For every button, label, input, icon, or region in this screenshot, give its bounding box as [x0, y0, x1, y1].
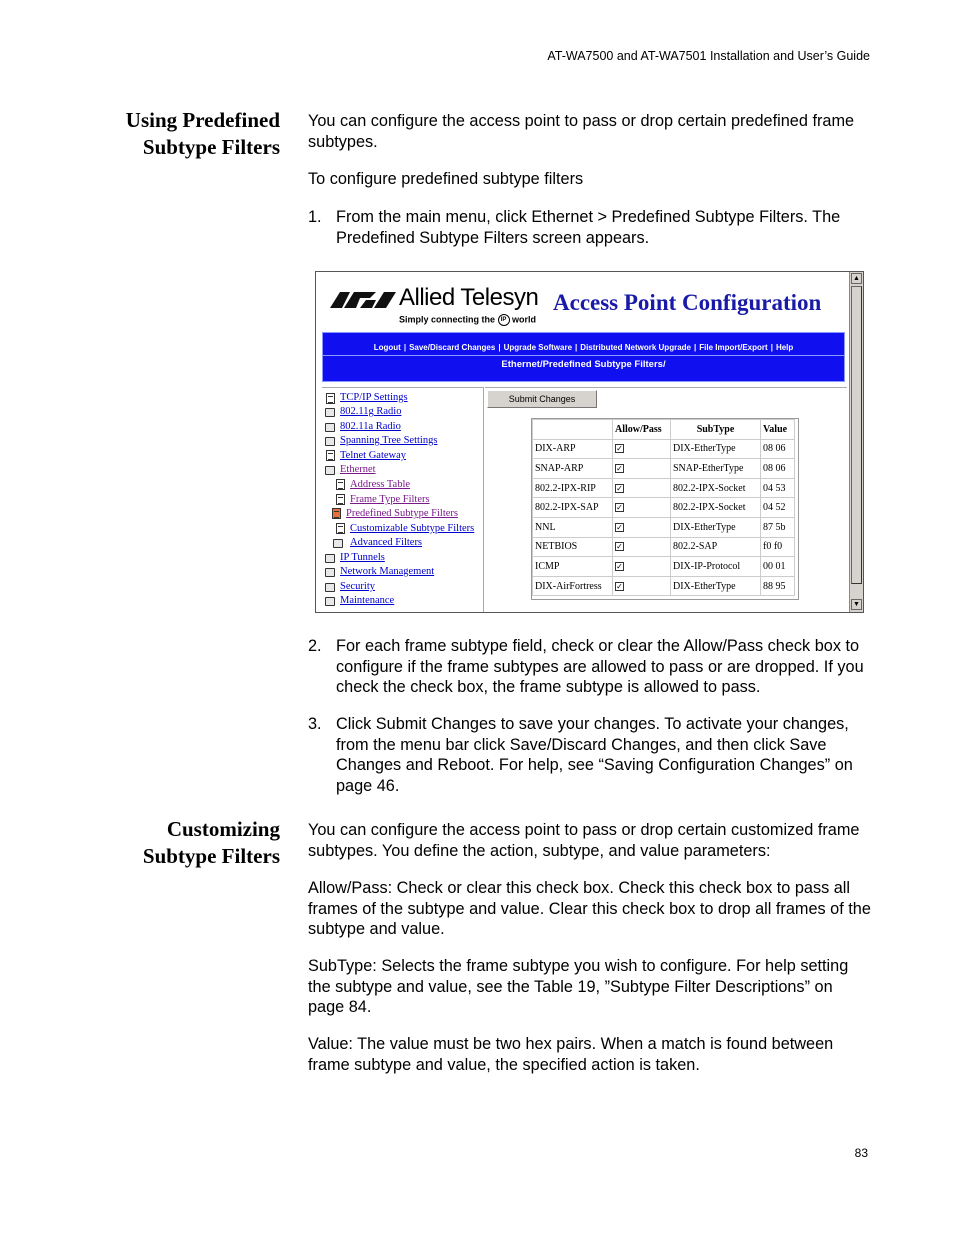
allow-pass-checkbox[interactable]: ✓ [616, 503, 623, 513]
nav-address-table[interactable]: Address Table [350, 479, 411, 490]
table-row: NNL ✓ DIX-EtherType 87 5b [533, 517, 795, 537]
scroll-thumb[interactable] [851, 286, 862, 584]
table-row: NETBIOS ✓ 802.2-SAP f0 f0 [533, 537, 795, 557]
nav-predefined-subtype-filters[interactable]: Predefined Subtype Filters [346, 508, 458, 519]
step-2: 2. For each frame subtype field, check or clear the Allow/Pass check box to configure if the frame subtypes are allowed to pass or are dropped. If you check the check box, the frame subtype is allowed to pass. [308, 637, 864, 696]
allow-pass-checkbox[interactable]: ✓ [616, 444, 623, 454]
menu-upgrade-software[interactable]: Upgrade Software [503, 343, 573, 352]
menu-help[interactable]: Help [775, 343, 794, 352]
nav-ip-tunnels[interactable]: IP Tunnels [340, 552, 385, 563]
folder-icon [325, 583, 335, 592]
table-row: SNAP-ARP ✓ SNAP-EtherType 08 06 [533, 459, 795, 479]
folder-icon [325, 568, 335, 577]
folder-icon [325, 437, 335, 446]
app-title: Access Point Configuration [553, 290, 822, 315]
table-row: 802.2-IPX-RIP ✓ 802.2-IPX-Socket 04 53 [533, 478, 795, 498]
menu-items: Logout | Save/Discard Changes | Upgrade Software | Distributed Network Upgrade | File Import/Export | Help [323, 343, 844, 352]
nav-spanning-tree[interactable]: Spanning Tree Settings [340, 435, 438, 446]
menu-distributed-upgrade[interactable]: Distributed Network Upgrade [580, 343, 691, 352]
nav-80211g-radio[interactable]: 802.11g Radio [340, 406, 402, 417]
doc-icon [336, 494, 345, 505]
nav-maintenance[interactable]: Maintenance [340, 595, 395, 606]
nav-frame-type-filters[interactable]: Frame Type Filters [350, 494, 430, 505]
section-heading-predefined: Using Predefined Subtype Filters [125, 108, 280, 159]
page-number: 83 [854, 1146, 868, 1160]
allied-telesyn-logo-icon [330, 292, 396, 308]
breadcrumb: Ethernet/Predefined Subtype Filters/ [501, 359, 666, 370]
doc-icon [326, 393, 335, 404]
vertical-scrollbar[interactable] [849, 272, 863, 612]
tagline: Simply connecting the IP world [399, 314, 537, 325]
filters-table [532, 419, 795, 596]
header-allow-pass: Allow/Pass [613, 420, 671, 440]
nav-ethernet[interactable]: Ethernet [340, 464, 376, 475]
folder-icon [325, 408, 335, 417]
step-3: 3. Click Submit Changes to save your changes. To activate your changes, from the menu bar click Save/Discard Changes, and then click Save Changes and Reboot. For help, see “Saving Configuration Changes” on page 46. [308, 715, 853, 795]
menu-file-import-export[interactable]: File Import/Export [699, 343, 768, 352]
table-header-row [533, 420, 795, 440]
nav-tree [322, 387, 484, 613]
subtype-description: SubType: Selects the frame subtype you wish to configure. For help setting the subtype and value, see the Table 19, ”Subtype Filter Descriptions” on page 84. [308, 957, 849, 1016]
value-description: Value: The value must be two hex pairs. When a match is found between frame subtype and value, the specified action is taken. [308, 1035, 834, 1074]
brand-name: Allied Telesyn [399, 284, 539, 311]
allow-pass-checkbox[interactable]: ✓ [616, 542, 623, 552]
nav-telnet-gateway[interactable]: Telnet Gateway [340, 450, 407, 461]
content-pane [485, 387, 847, 613]
allow-pass-checkbox[interactable]: ✓ [616, 522, 623, 532]
menu-save-discard[interactable]: Save/Discard Changes [409, 343, 496, 352]
header-value: Value [761, 420, 795, 440]
nav-80211a-radio[interactable]: 802.11a Radio [340, 421, 401, 432]
brand-header [328, 282, 848, 332]
menu-logout[interactable]: Logout [373, 343, 401, 352]
scroll-up-icon[interactable]: ▲ [851, 273, 862, 284]
running-header: AT-WA7500 and AT-WA7501 Installation and User’s Guide [547, 49, 870, 63]
menu-divider [323, 355, 844, 356]
allow-pass-description: Allow/Pass: Check or clear this check box. Check this check box to pass all frames of the subtype and value. Clear this check box to drop all frames of the subtype and value. [308, 879, 871, 938]
scroll-down-icon[interactable]: ▼ [851, 599, 862, 610]
submit-changes-button[interactable]: Submit Changes [487, 390, 597, 408]
nav-security[interactable]: Security [340, 581, 375, 592]
nav-tcpip-settings[interactable]: TCP/IP Settings [340, 392, 408, 403]
table-row: DIX-ARP ✓ DIX-EtherType 08 06 [533, 439, 795, 459]
nav-advanced-filters[interactable]: Advanced Filters [350, 537, 423, 548]
section-heading-customizing: Customizing Subtype Filters [142, 817, 280, 868]
allow-pass-checkbox[interactable]: ✓ [616, 463, 623, 473]
folder-icon [325, 597, 335, 606]
ip-icon: IP [498, 314, 510, 326]
doc-icon [326, 450, 335, 461]
header-subtype: SubType [671, 420, 761, 440]
allow-pass-checkbox[interactable]: ✓ [616, 483, 623, 493]
allow-pass-checkbox[interactable]: ✓ [616, 581, 623, 591]
folder-icon [333, 539, 343, 548]
table-row: 802.2-IPX-SAP ✓ 802.2-IPX-Socket 04 52 [533, 498, 795, 518]
doc-icon [332, 508, 341, 519]
procedure-title: To configure predefined subtype filters [308, 170, 584, 188]
table-row: ICMP ✓ DIX-IP-Protocol 00 01 [533, 557, 795, 577]
table-row: DIX-AirFortress ✓ DIX-EtherType 88 95 [533, 576, 795, 596]
step-1: 1. From the main menu, click Ethernet > Predefined Subtype Filters. The Predefined Subtype Filters screen appears. [308, 208, 841, 247]
config-screenshot [315, 271, 864, 613]
customizing-intro: You can configure the access point to pass or drop certain customized frame subtypes. You define the action, subtype, and value parameters: [308, 821, 860, 860]
menu-bar [322, 332, 845, 382]
folder-icon [325, 554, 335, 563]
intro-paragraph: You can configure the access point to pass or drop certain predefined frame subtypes. [308, 112, 855, 151]
doc-icon [336, 479, 345, 490]
allow-pass-checkbox[interactable]: ✓ [616, 561, 623, 571]
nav-customizable-subtype-filters[interactable]: Customizable Subtype Filters [350, 523, 475, 534]
folder-icon [325, 423, 335, 432]
open-folder-icon [325, 466, 335, 475]
filters-table-frame [531, 418, 799, 600]
doc-icon [336, 523, 345, 534]
nav-network-management[interactable]: Network Management [340, 566, 435, 577]
